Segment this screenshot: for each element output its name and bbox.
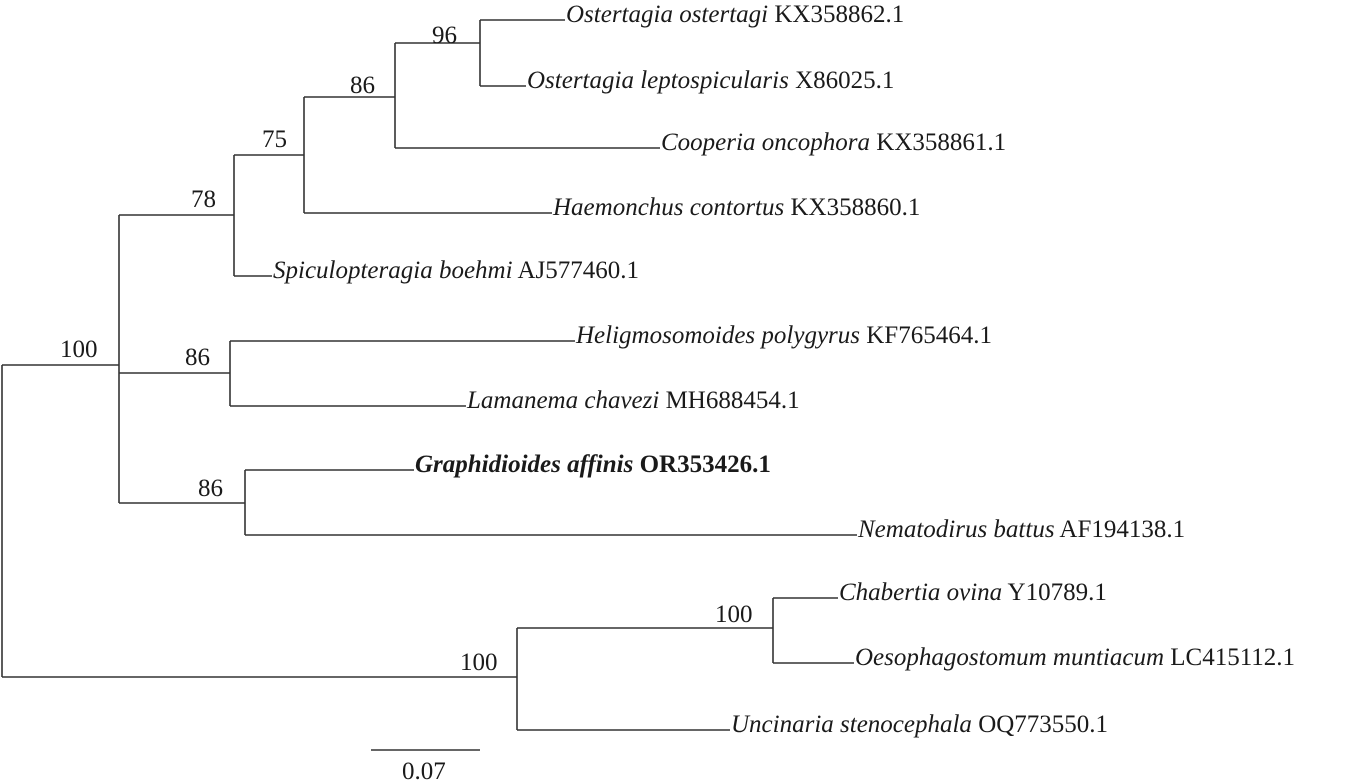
taxon-label: Ostertagia leptospicularis X86025.1 — [527, 67, 895, 94]
taxon-label: Oesophagostomum muntiacum LC415112.1 — [855, 644, 1296, 671]
bootstrap-value: 100 — [60, 336, 98, 363]
taxon-label: Cooperia oncophora KX358861.1 — [661, 129, 1007, 156]
bootstrap-value: 86 — [350, 72, 375, 99]
taxon-label: Uncinaria stenocephala OQ773550.1 — [731, 711, 1109, 738]
taxa-labels — [273, 1, 1295, 738]
bootstrap-value: 100 — [715, 601, 753, 628]
bootstrap-value: 96 — [432, 22, 457, 49]
bootstrap-value: 86 — [198, 475, 223, 502]
scale-bar — [371, 750, 480, 782]
taxon-label: Nematodirus battus AF194138.1 — [858, 516, 1186, 543]
taxon-label-highlighted: Graphidioides affinis OR353426.1 — [415, 451, 771, 478]
bootstrap-value: 75 — [262, 126, 287, 153]
bootstrap-values — [60, 22, 753, 676]
taxon-label: Heligmosomoides polygyrus KF765464.1 — [576, 322, 992, 349]
taxon-label: Ostertagia ostertagi KX358862.1 — [566, 1, 905, 28]
bootstrap-value: 78 — [191, 186, 216, 213]
bootstrap-value: 86 — [185, 344, 210, 371]
taxon-label: Lamanema chavezi MH688454.1 — [467, 387, 800, 414]
scale-bar-label: 0.07 — [402, 758, 446, 782]
bootstrap-value: 100 — [460, 649, 498, 676]
taxon-label: Chabertia ovina Y10789.1 — [839, 579, 1107, 606]
taxon-label: Spiculopteragia boehmi AJ577460.1 — [273, 257, 639, 284]
taxon-label: Haemonchus contortus KX358860.1 — [553, 194, 921, 221]
